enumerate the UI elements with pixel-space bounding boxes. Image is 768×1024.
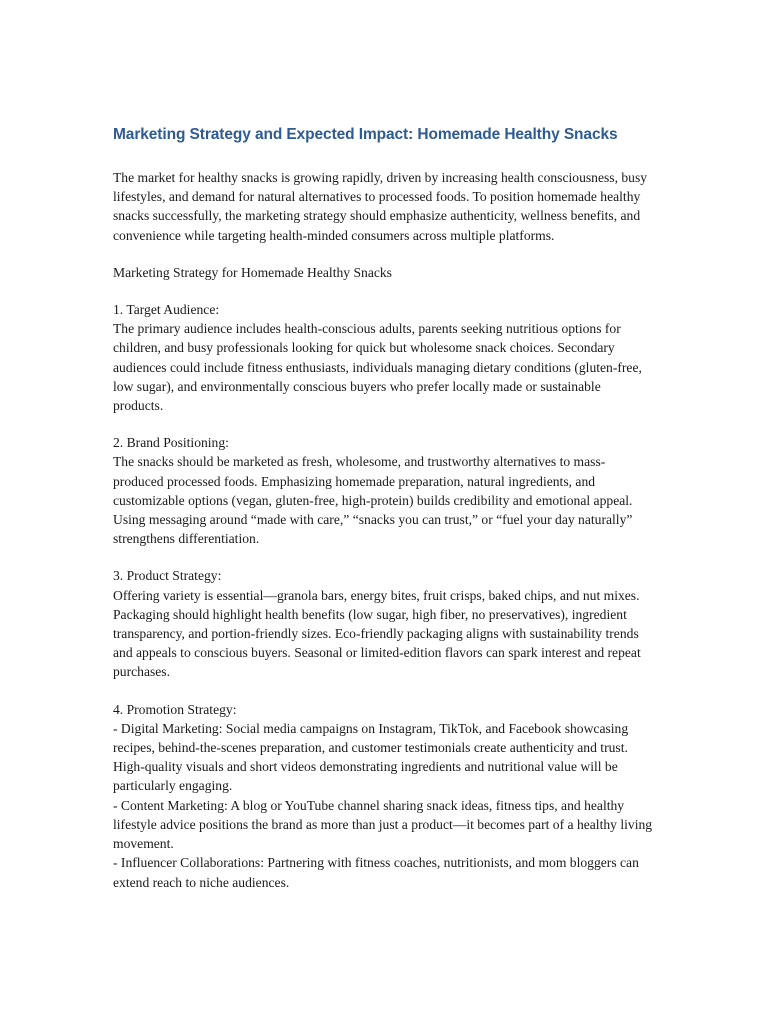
section-promotion-strategy bbox=[113, 700, 653, 892]
section-heading: 4. Promotion Strategy: bbox=[113, 701, 237, 717]
section-product-strategy bbox=[113, 566, 653, 681]
intro-paragraph: The market for healthy snacks is growing rapidly, driven by increasing health consciousness, busy lifestyles, and demand for natural alternatives to processed foods. To position homemade healthy snacks successfully, the marketing strategy should emphasize authenticity, wellness benefits, and convenience while targeting health-minded consumers across multiple platforms. bbox=[113, 170, 648, 243]
section-subheading: Marketing Strategy for Homemade Healthy Snacks bbox=[113, 264, 392, 280]
list-item: - Content Marketing: A blog or YouTube channel sharing snack ideas, fitness tips, and healthy lifestyle advice positions the brand as more than just a product—it becomes part of a healthy living movement. bbox=[113, 797, 653, 852]
section-brand-positioning bbox=[113, 433, 653, 548]
section-heading: 2. Brand Positioning: bbox=[113, 435, 229, 451]
section-heading: 1. Target Audience: bbox=[113, 302, 220, 318]
section-body: Offering variety is essential—granola bars, energy bites, fruit crisps, baked chips, and nut mixes. Packaging should highlight health benefits (low sugar, high fiber, no preservatives), ingredient transparency, and portion-friendly sizes. Eco-friendly packaging aligns with sustainability trends and appeals to conscious buyers. Seasonal or limited-edition flavors can spark interest and repeat purchases. bbox=[113, 587, 641, 680]
section-heading: 3. Product Strategy: bbox=[113, 568, 222, 584]
document-title: Marketing Strategy and Expected Impact: Homemade Healthy Snacks bbox=[113, 126, 618, 143]
list-item: - Influencer Collaborations: Partnering with fitness coaches, nutritionists, and mom bloggers can extend reach to niche audiences. bbox=[113, 855, 639, 890]
section-body: The snacks should be marketed as fresh, wholesome, and trustworthy alternatives to mass-produced processed foods. Emphasizing homemade preparation, natural ingredients, and customizable options (vegan, gluten-free, high-protein) builds credibility and emotional appeal. Using messaging around “made with care,” “snacks you can trust,” or “fuel your day naturally” strengthens differentiation. bbox=[113, 454, 633, 547]
section-body: The primary audience includes health-conscious adults, parents seeking nutritious options for children, and busy professionals looking for quick but wholesome snack choices. Secondary audiences could include fitness enthusiasts, individuals managing dietary conditions (gluten-free, low sugar), and environmentally conscious buyers who prefer locally made or sustainable products. bbox=[113, 321, 642, 414]
list-item: - Digital Marketing: Social media campaigns on Instagram, TikTok, and Facebook showcasing recipes, behind-the-scenes preparation, and customer testimonials create authenticity and trust. High-quality visuals and short videos demonstrating ingredients and nutritional value will be particularly engaging. bbox=[113, 720, 629, 794]
document-page bbox=[113, 124, 653, 910]
section-target-audience bbox=[113, 300, 653, 415]
